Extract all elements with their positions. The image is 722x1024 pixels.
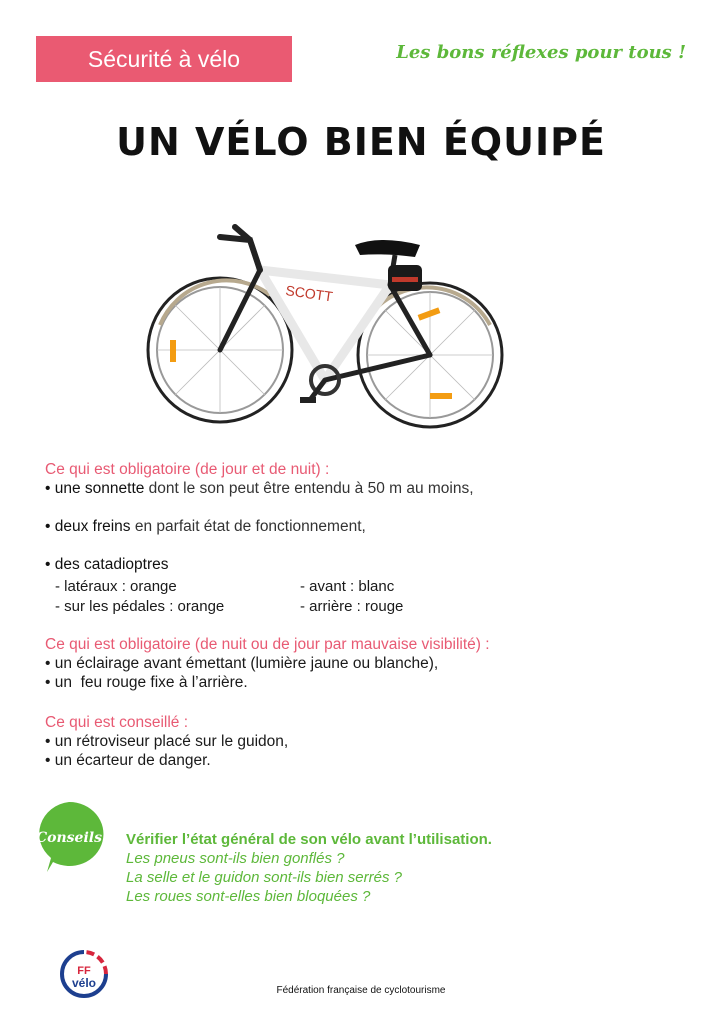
front-wheel-reflector <box>418 307 441 320</box>
svg-text:vélo: vélo <box>71 976 97 990</box>
list-item: • des catadioptres <box>45 556 169 573</box>
bicycle-illustration <box>140 215 510 445</box>
svg-text:SCOTT: SCOTT <box>284 282 334 305</box>
conseils-label: Conseils <box>36 830 102 846</box>
pedal-reflector <box>430 393 452 399</box>
recommended-section <box>45 713 288 770</box>
reflector-lateral: - latéraux : orange <box>55 578 177 595</box>
advice-question: Les pneus sont-ils bien gonflés ? <box>126 850 345 867</box>
reflector-front: - avant : blanc <box>300 578 395 595</box>
advice-question: La selle et le guidon sont-ils bien serrés ? <box>126 869 402 886</box>
section-heading: Ce qui est obligatoire (de nuit ou de jour par mauvaise visibilité) : <box>45 636 490 653</box>
list-item: • une sonnette dont le son peut être entendu à 50 m au moins, <box>45 480 474 497</box>
banner-text: Sécurité à vélo <box>87 45 241 72</box>
advice-block <box>126 830 492 906</box>
category-banner <box>36 36 292 82</box>
list-item: • un écarteur de danger. <box>45 752 211 769</box>
advice-question: Les roues sont-elles bien bloquées ? <box>126 888 371 905</box>
section-heading: Ce qui est conseillé : <box>45 714 189 731</box>
section-heading: Ce qui est obligatoire (de jour et de nuit) : <box>45 461 330 478</box>
mandatory-day-night-section <box>45 460 474 574</box>
list-item: • un rétroviseur placé sur le guidon, <box>45 733 289 750</box>
reflector-rear: - arrière : rouge <box>300 598 404 615</box>
rear-wheel-reflector <box>170 340 176 362</box>
list-item: • un éclairage avant émettant (lumière jaune ou blanche), <box>45 655 439 672</box>
svg-text:FF: FF <box>77 965 91 977</box>
conseils-speech-bubble-icon <box>33 800 105 872</box>
list-item: • deux freins en parfait état de fonctionnement, <box>45 518 366 535</box>
footer-text: Fédération française de cyclotourisme <box>276 985 446 996</box>
list-item: • un feu rouge fixe à l’arrière. <box>45 674 248 691</box>
reflector-pedals: - sur les pédales : orange <box>55 598 225 615</box>
advice-main: Vérifier l’état général de son vélo avant l’utilisation. <box>126 831 492 848</box>
tagline: Les bons réflexes pour tous ! <box>396 42 686 63</box>
mandatory-night-section <box>45 635 490 692</box>
page-title: UN VÉLO BIEN ÉQUIPÉ <box>116 120 606 164</box>
